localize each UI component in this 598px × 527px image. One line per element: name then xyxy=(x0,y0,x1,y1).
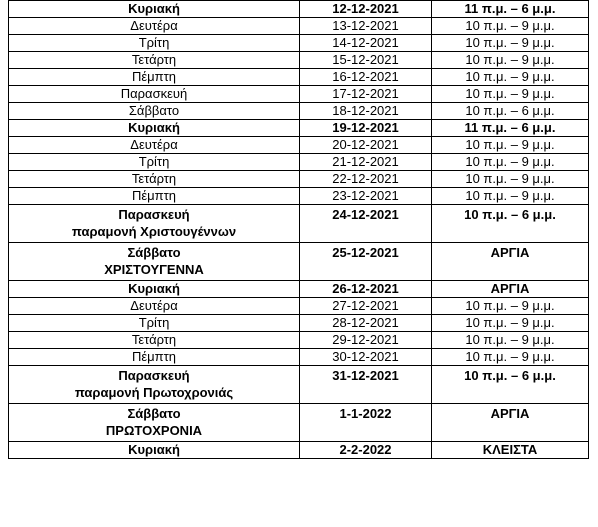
date-cell: 20-12-2021 xyxy=(300,137,432,154)
schedule-row xyxy=(9,35,589,52)
schedule-row xyxy=(9,442,589,459)
date-cell: 29-12-2021 xyxy=(300,332,432,349)
hours-cell: 10 π.μ. – 6 μ.μ. xyxy=(432,366,589,404)
hours-cell: 10 π.μ. – 6 μ.μ. xyxy=(432,205,589,243)
date-cell: 14-12-2021 xyxy=(300,35,432,52)
schedule-row xyxy=(9,188,589,205)
day-cell xyxy=(9,404,300,442)
date-cell: 25-12-2021 xyxy=(300,243,432,281)
hours-cell: 10 π.μ. – 9 μ.μ. xyxy=(432,188,589,205)
schedule-row xyxy=(9,1,589,18)
day-name: Κυριακή xyxy=(128,1,180,16)
hours-cell: ΑΡΓΙΑ xyxy=(432,243,589,281)
day-cell xyxy=(9,69,300,86)
hours-cell: 10 π.μ. – 9 μ.μ. xyxy=(432,137,589,154)
hours-cell: 11 π.μ. – 6 μ.μ. xyxy=(432,1,589,18)
date-cell: 26-12-2021 xyxy=(300,281,432,298)
day-name: Δευτέρα xyxy=(130,298,178,313)
day-name: Πέμπτη xyxy=(131,69,176,84)
day-name: Τρίτη xyxy=(138,35,170,50)
day-cell xyxy=(9,86,300,103)
day-name: Παρασκευή xyxy=(118,207,190,222)
day-name: Σάββατο xyxy=(128,103,180,118)
date-cell: 22-12-2021 xyxy=(300,171,432,188)
day-cell xyxy=(9,188,300,205)
day-name: Σάββατο xyxy=(127,245,181,260)
date-cell: 17-12-2021 xyxy=(300,86,432,103)
schedule-row xyxy=(9,171,589,188)
hours-cell: 10 π.μ. – 6 μ.μ. xyxy=(432,103,589,120)
date-cell: 12-12-2021 xyxy=(300,1,432,18)
day-note: ΧΡΙΣΤΟΥΓΕΝΝΑ xyxy=(104,262,204,277)
schedule-row xyxy=(9,120,589,137)
date-cell: 23-12-2021 xyxy=(300,188,432,205)
schedule-row xyxy=(9,86,589,103)
schedule-rows xyxy=(9,1,589,459)
hours-cell: ΑΡΓΙΑ xyxy=(432,281,589,298)
day-cell xyxy=(9,205,300,243)
day-cell xyxy=(9,171,300,188)
day-name: Τρίτη xyxy=(138,154,170,169)
day-cell xyxy=(9,154,300,171)
schedule-row xyxy=(9,332,589,349)
day-note: παραμονή Χριστουγέννων xyxy=(71,224,237,239)
day-cell xyxy=(9,1,300,18)
date-cell: 27-12-2021 xyxy=(300,298,432,315)
hours-cell: 10 π.μ. – 9 μ.μ. xyxy=(432,315,589,332)
hours-cell: 10 π.μ. – 9 μ.μ. xyxy=(432,154,589,171)
holiday-hours-table xyxy=(8,0,589,459)
schedule-row xyxy=(9,205,589,243)
day-note: ΠΡΩΤΟΧΡΟΝΙΑ xyxy=(105,423,203,438)
hours-cell: 10 π.μ. – 9 μ.μ. xyxy=(432,35,589,52)
day-name: Παρασκευή xyxy=(120,86,188,101)
day-name: Κυριακή xyxy=(128,120,180,135)
day-cell xyxy=(9,103,300,120)
schedule-row xyxy=(9,281,589,298)
date-cell: 1-1-2022 xyxy=(300,404,432,442)
day-name: Τετάρτη xyxy=(131,171,177,186)
day-cell xyxy=(9,349,300,366)
day-name: Τετάρτη xyxy=(131,52,177,67)
day-name: Πέμπτη xyxy=(131,349,176,364)
schedule-row xyxy=(9,366,589,404)
schedule-row xyxy=(9,137,589,154)
day-name: Κυριακή xyxy=(128,281,180,296)
hours-cell: 10 π.μ. – 9 μ.μ. xyxy=(432,332,589,349)
date-cell: 31-12-2021 xyxy=(300,366,432,404)
day-cell xyxy=(9,315,300,332)
schedule-row xyxy=(9,103,589,120)
day-cell xyxy=(9,35,300,52)
hours-cell: 10 π.μ. – 9 μ.μ. xyxy=(432,349,589,366)
schedule-row xyxy=(9,315,589,332)
day-name: Δευτέρα xyxy=(130,18,178,33)
date-cell: 28-12-2021 xyxy=(300,315,432,332)
day-name: Σάββατο xyxy=(127,406,181,421)
date-cell: 21-12-2021 xyxy=(300,154,432,171)
day-name: Δευτέρα xyxy=(130,137,178,152)
hours-cell: 10 π.μ. – 9 μ.μ. xyxy=(432,69,589,86)
date-cell: 13-12-2021 xyxy=(300,18,432,35)
day-cell xyxy=(9,52,300,69)
day-cell xyxy=(9,18,300,35)
day-cell xyxy=(9,120,300,137)
day-cell xyxy=(9,243,300,281)
date-cell: 15-12-2021 xyxy=(300,52,432,69)
date-cell: 24-12-2021 xyxy=(300,205,432,243)
day-name: Παρασκευή xyxy=(118,368,190,383)
schedule-row xyxy=(9,18,589,35)
day-name: Τρίτη xyxy=(138,315,170,330)
schedule-row xyxy=(9,154,589,171)
hours-cell: 10 π.μ. – 9 μ.μ. xyxy=(432,298,589,315)
hours-cell: 11 π.μ. – 6 μ.μ. xyxy=(432,120,589,137)
day-cell xyxy=(9,298,300,315)
day-cell xyxy=(9,332,300,349)
schedule-row xyxy=(9,298,589,315)
date-cell: 16-12-2021 xyxy=(300,69,432,86)
day-cell xyxy=(9,281,300,298)
hours-cell: 10 π.μ. – 9 μ.μ. xyxy=(432,18,589,35)
day-cell xyxy=(9,137,300,154)
day-cell xyxy=(9,366,300,404)
date-cell: 18-12-2021 xyxy=(300,103,432,120)
hours-cell: 10 π.μ. – 9 μ.μ. xyxy=(432,52,589,69)
hours-cell: ΚΛΕΙΣΤΑ xyxy=(432,442,589,459)
schedule-row xyxy=(9,349,589,366)
day-note: παραμονή Πρωτοχρονιάς xyxy=(74,385,234,400)
day-cell xyxy=(9,442,300,459)
schedule-row xyxy=(9,52,589,69)
day-name: Τετάρτη xyxy=(131,332,177,347)
date-cell: 30-12-2021 xyxy=(300,349,432,366)
day-name: Πέμπτη xyxy=(131,188,176,203)
date-cell: 19-12-2021 xyxy=(300,120,432,137)
date-cell: 2-2-2022 xyxy=(300,442,432,459)
hours-cell: 10 π.μ. – 9 μ.μ. xyxy=(432,171,589,188)
hours-cell: 10 π.μ. – 9 μ.μ. xyxy=(432,86,589,103)
schedule-row xyxy=(9,69,589,86)
day-name: Κυριακή xyxy=(128,442,180,457)
schedule-row xyxy=(9,243,589,281)
hours-cell: ΑΡΓΙΑ xyxy=(432,404,589,442)
schedule-row xyxy=(9,404,589,442)
